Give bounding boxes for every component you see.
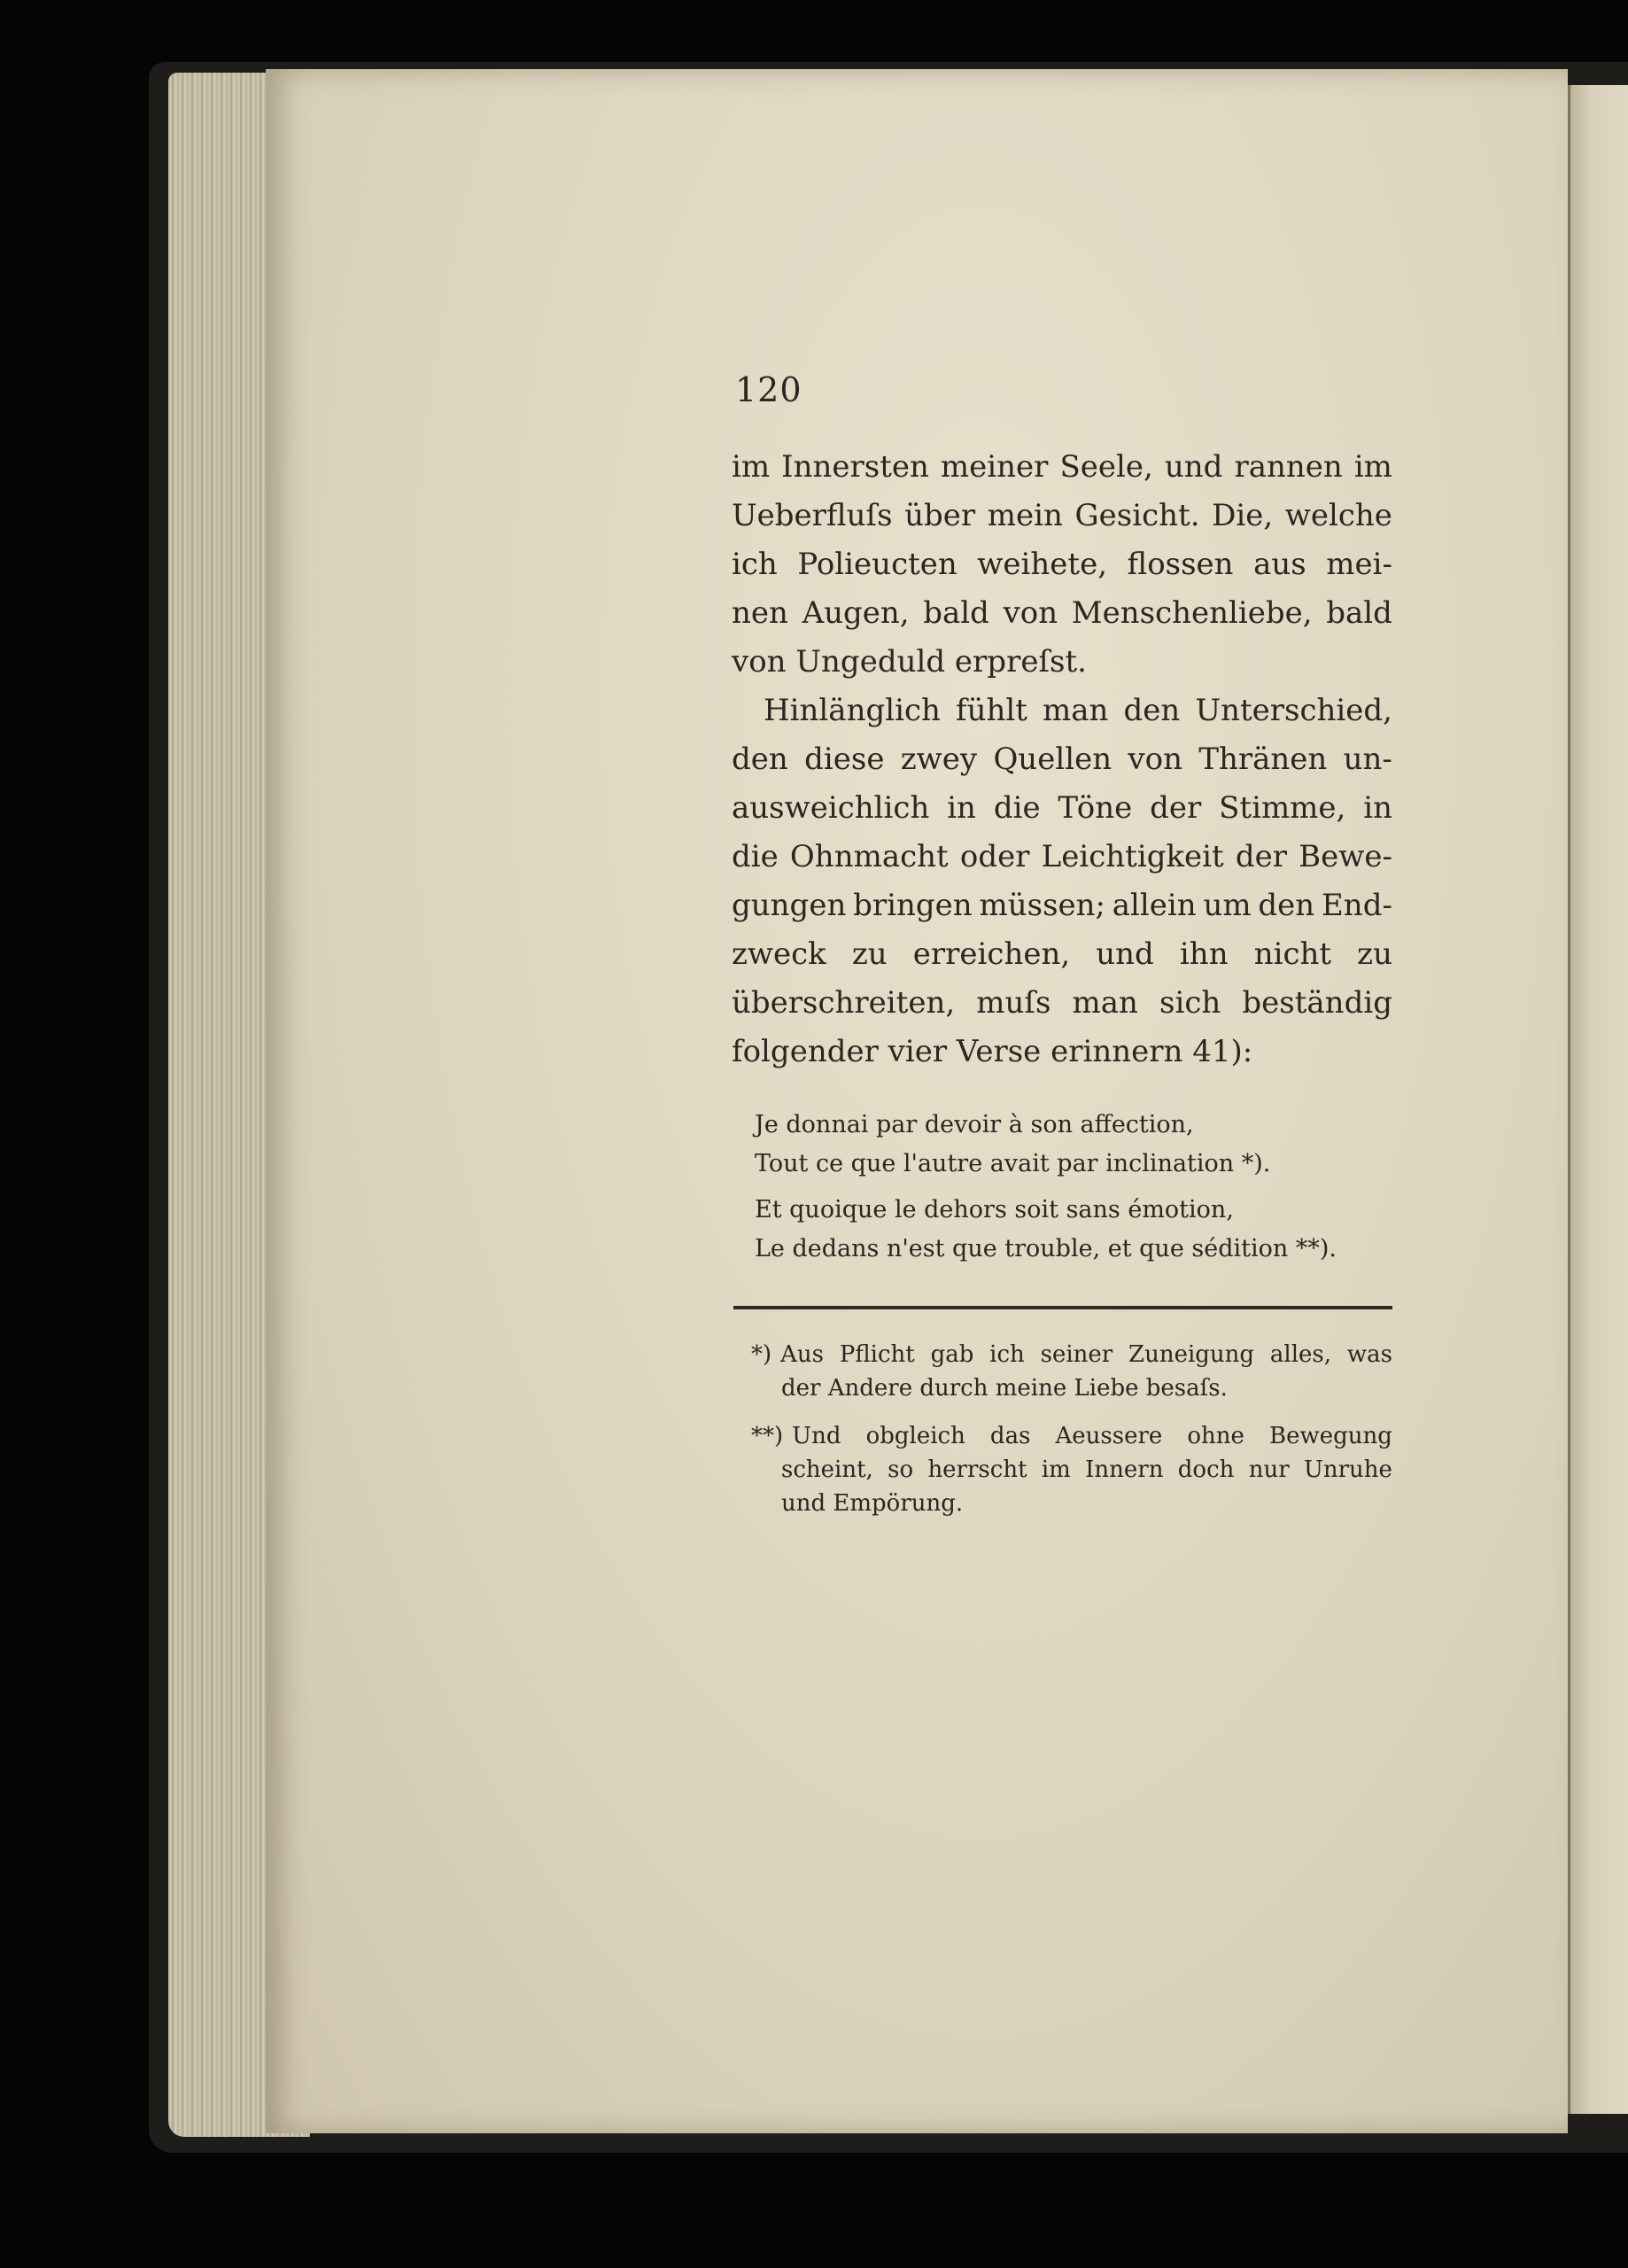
word: Aus xyxy=(780,1341,825,1368)
word: alles, xyxy=(1269,1341,1332,1368)
footnote-line xyxy=(751,1419,1392,1453)
word: Augen, xyxy=(802,595,910,631)
word: Die, xyxy=(1212,498,1274,533)
footnote xyxy=(751,1338,1392,1405)
book-page xyxy=(266,69,1568,2133)
word: Thränen xyxy=(1198,742,1328,777)
word: Stimme, xyxy=(1219,790,1346,826)
text-line xyxy=(732,443,1392,492)
word: nen xyxy=(732,595,788,631)
word: überschreiten, xyxy=(732,985,956,1021)
footnote-line xyxy=(751,1338,1392,1371)
word: bald xyxy=(923,595,989,631)
word: den xyxy=(732,742,788,777)
text-line xyxy=(732,833,1392,882)
word: um xyxy=(1203,888,1252,923)
word: und xyxy=(1096,936,1154,972)
word: zu xyxy=(1357,936,1392,972)
word: Und xyxy=(792,1423,841,1449)
word: fühlt xyxy=(956,693,1027,728)
footnote-marker: **) xyxy=(751,1423,784,1449)
text-line xyxy=(732,979,1392,1028)
footnote-line: der Andere durch meine Liebe besaſs. xyxy=(781,1375,1228,1402)
word: die xyxy=(993,790,1041,826)
word: zu xyxy=(851,936,888,972)
word: doch xyxy=(1177,1456,1235,1483)
word: und xyxy=(1164,449,1223,485)
word: die xyxy=(732,839,779,874)
word: Innersten xyxy=(781,449,929,485)
word: aus xyxy=(1253,547,1306,582)
word: ich xyxy=(732,547,778,582)
word: im xyxy=(732,449,771,485)
word: Töne xyxy=(1058,790,1133,826)
footnote-marker: *) xyxy=(751,1341,772,1368)
word: mein xyxy=(987,498,1063,533)
word: Ueberfluſs xyxy=(732,498,893,533)
word: müssen; xyxy=(979,888,1105,923)
word: ich xyxy=(989,1341,1025,1368)
word: von xyxy=(1128,742,1182,777)
word: rannen xyxy=(1234,449,1343,485)
word: Aeussere xyxy=(1055,1423,1163,1449)
word: gungen xyxy=(732,888,847,923)
word: End- xyxy=(1321,888,1392,923)
word: Seele, xyxy=(1059,449,1153,485)
word: Bewegung xyxy=(1269,1423,1392,1449)
text-line xyxy=(732,784,1392,833)
text-line xyxy=(732,735,1392,784)
word: scheint, xyxy=(781,1456,873,1483)
word: Hinlänglich xyxy=(764,693,941,728)
text-line xyxy=(732,492,1392,540)
word: in xyxy=(1363,790,1392,826)
word: nicht xyxy=(1253,936,1332,972)
word: un- xyxy=(1343,742,1392,777)
word: erreichen, xyxy=(912,936,1071,972)
footnote-text xyxy=(783,1419,1392,1453)
word: den xyxy=(1258,888,1315,923)
word: über xyxy=(904,498,976,533)
footnote-line: und Empörung. xyxy=(781,1490,964,1517)
body-text xyxy=(732,443,1392,1076)
footnote-text xyxy=(771,1338,1392,1371)
word: Polieucten xyxy=(797,547,957,582)
word: Leichtigkeit xyxy=(1041,839,1224,874)
word: sich xyxy=(1159,985,1221,1021)
word: Unruhe xyxy=(1303,1456,1392,1483)
page-number: 120 xyxy=(735,370,802,409)
text-line xyxy=(732,930,1392,979)
word: ohne xyxy=(1187,1423,1244,1449)
word: Gesicht. xyxy=(1074,498,1200,533)
word: im xyxy=(1041,1456,1071,1483)
word: der xyxy=(1235,839,1288,874)
word: flossen xyxy=(1127,547,1234,582)
word: ausweichlich xyxy=(732,790,930,826)
word: das xyxy=(989,1423,1031,1449)
verse-quotation xyxy=(755,1106,1375,1269)
word: herrscht xyxy=(927,1456,1027,1483)
word: im xyxy=(1353,449,1392,485)
text-line: von Ungeduld erpreſst. xyxy=(732,644,1087,680)
word: Pflicht xyxy=(839,1341,915,1368)
word: was xyxy=(1346,1341,1392,1368)
text-line: folgender vier Verse erinnern 41): xyxy=(732,1034,1253,1069)
word: Ohnmacht xyxy=(789,839,949,874)
word: oder xyxy=(959,839,1030,874)
word: bringen xyxy=(853,888,973,923)
word: Menschenliebe, xyxy=(1071,595,1313,631)
verse-line: Et quoique le dehors soit sans émotion, xyxy=(755,1196,1234,1223)
word: allein xyxy=(1112,888,1197,923)
text-line xyxy=(732,589,1392,638)
word: zweck xyxy=(732,936,826,972)
word: man xyxy=(1043,693,1109,728)
word: weihete, xyxy=(977,547,1108,582)
word: bald xyxy=(1326,595,1392,631)
word: Quellen xyxy=(993,742,1112,777)
facing-page-edge xyxy=(1568,85,1628,2114)
footnote-rule xyxy=(733,1306,1392,1309)
word: muſs xyxy=(976,985,1051,1021)
verse-line: Le dedans n'est que trouble, et que sédition **). xyxy=(755,1235,1337,1262)
word: in xyxy=(947,790,976,826)
word: zwey xyxy=(900,742,978,777)
word: mei- xyxy=(1326,547,1392,582)
verse-line: Je donnai par devoir à son affection, xyxy=(755,1111,1194,1138)
word: den xyxy=(1123,693,1181,728)
word: obgleich xyxy=(865,1423,965,1449)
word: meiner xyxy=(940,449,1049,485)
footnote-line xyxy=(751,1453,1392,1487)
text-line xyxy=(732,687,1392,735)
word: der xyxy=(1150,790,1202,826)
word: ihn xyxy=(1179,936,1229,972)
word: Innern xyxy=(1085,1456,1164,1483)
word: man xyxy=(1072,985,1138,1021)
footnote xyxy=(751,1419,1392,1520)
word: nur xyxy=(1248,1456,1290,1483)
word: beständig xyxy=(1242,985,1392,1021)
word: Bewe- xyxy=(1299,839,1392,874)
word: so xyxy=(888,1456,914,1483)
text-line xyxy=(732,540,1392,589)
word: von xyxy=(1003,595,1058,631)
text-line xyxy=(732,882,1392,930)
word: Zuneigung xyxy=(1128,1341,1255,1368)
word: gab xyxy=(930,1341,974,1368)
word: seiner xyxy=(1040,1341,1113,1368)
word: welche xyxy=(1284,498,1392,533)
word: diese xyxy=(804,742,885,777)
verse-line: Tout ce que l'autre avait par inclination *). xyxy=(755,1150,1271,1177)
footnotes xyxy=(751,1338,1392,1520)
word: Unterschied, xyxy=(1195,693,1392,728)
